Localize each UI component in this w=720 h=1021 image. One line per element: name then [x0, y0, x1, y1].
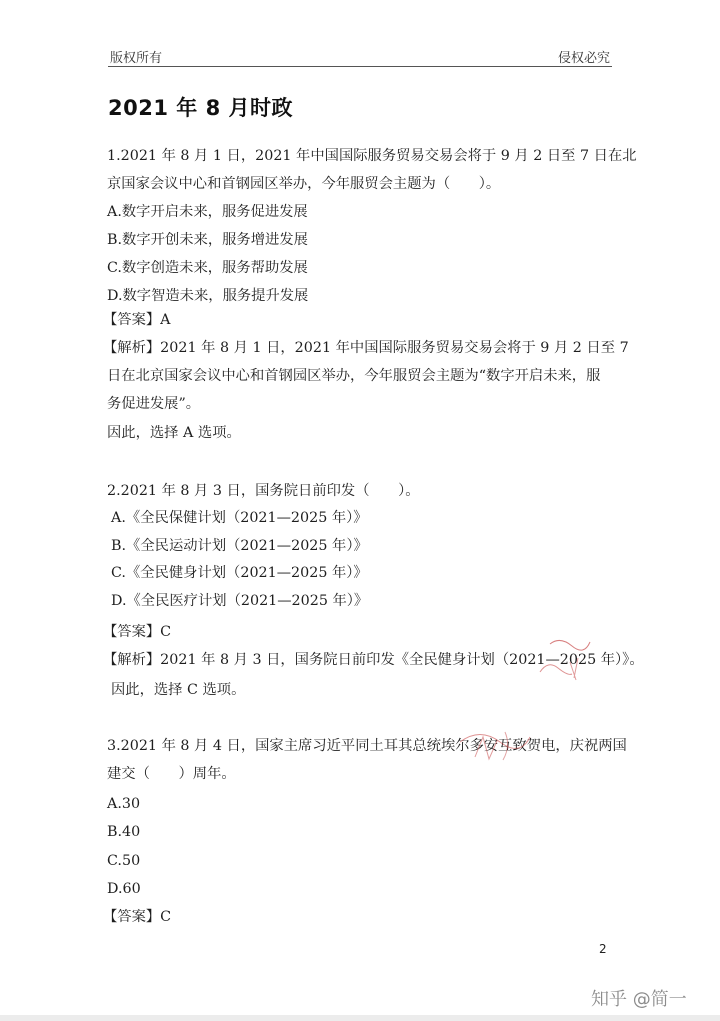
q1-answer: 【答案】A — [103, 312, 171, 328]
q3-stem-line-1: 3.2021 年 8 月 4 日，国家主席习近平同土耳其总统埃尔多安互致贺电，庆祝两国 — [107, 738, 627, 754]
q1-option-b: B.数字开创未来，服务增进发展 — [107, 232, 308, 248]
q2-option-d: D.《全民医疗计划（2021—2025 年）》 — [111, 593, 369, 609]
q3-option-c: C.50 — [107, 853, 141, 869]
q1-analysis-line-3: 务促进发展”。 — [107, 396, 201, 412]
q2-option-c: C.《全民健身计划（2021—2025 年）》 — [111, 565, 368, 581]
q2-analysis-line-1: 【解析】2021 年 8 月 3 日，国务院日前印发《全民健身计划（2021—2025 年）》。 — [103, 652, 644, 668]
q2-analysis-line-2: 因此，选择 C 选项。 — [111, 682, 246, 698]
page-number: 2 — [599, 942, 607, 956]
q1-option-d: D.数字智造未来，服务提升发展 — [107, 288, 309, 304]
q3-answer: 【答案】C — [103, 909, 172, 925]
q1-option-a: A.数字开启未来，服务促进发展 — [107, 204, 308, 220]
q1-analysis-line-4: 因此，选择 A 选项。 — [107, 425, 241, 441]
red-scribble-mark — [530, 632, 610, 692]
q2-answer: 【答案】C — [103, 624, 172, 640]
q3-option-b: B.40 — [107, 824, 141, 840]
red-stamp-mark — [450, 722, 540, 772]
q1-stem-line-1: 1.2021 年 8 月 1 日，2021 年中国国际服务贸易交易会将于 9 月 2 日至 7 日在北 — [107, 148, 637, 164]
q3-option-a: A.30 — [107, 796, 141, 812]
q1-stem-line-2: 京国家会议中心和首钢园区举办，今年服贸会主题为（ ）。 — [107, 176, 501, 192]
q2-option-b: B.《全民运动计划（2021—2025 年）》 — [111, 538, 368, 554]
q3-option-d: D.60 — [107, 881, 141, 897]
q1-option-c: C.数字创造未来，服务帮助发展 — [107, 260, 308, 276]
q3-stem-line-2: 建交（ ）周年。 — [107, 766, 236, 782]
q2-stem-line-1: 2.2021 年 8 月 3 日，国务院日前印发（ ）。 — [107, 483, 420, 499]
header-left-text: 版权所有 — [110, 51, 163, 66]
bottom-edge — [0, 1015, 720, 1021]
q1-analysis-line-1: 【解析】2021 年 8 月 1 日，2021 年中国国际服务贸易交易会将于 9 月 2 日至 7 — [103, 340, 629, 356]
page-title: 2021 年 8 月时政 — [108, 96, 293, 120]
page-header — [108, 44, 612, 67]
zhihu-watermark: 知乎 @简一 — [591, 989, 687, 1010]
q1-analysis-line-2: 日在北京国家会议中心和首钢园区举办，今年服贸会主题为“数字开启未来，服 — [107, 368, 601, 384]
q2-option-a: A.《全民保健计划（2021—2025 年）》 — [111, 510, 368, 526]
header-right-text: 侵权必究 — [557, 51, 610, 66]
